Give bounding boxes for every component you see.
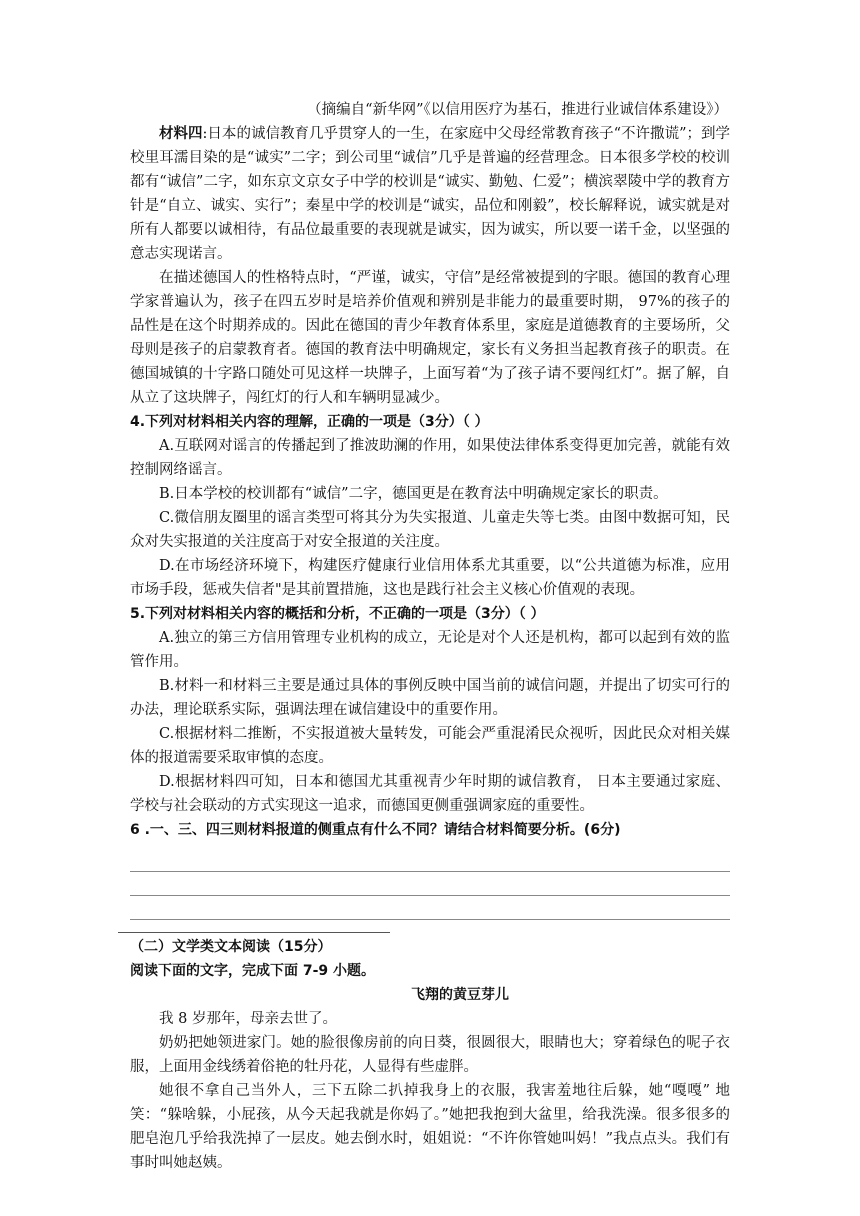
section-divider bbox=[118, 932, 390, 933]
question-5-stem: 5.下列对材料相关内容的概括和分析，不正确的一项是（3分）（ ） bbox=[130, 606, 545, 622]
document-content bbox=[130, 98, 730, 1175]
section-2-instruction: 阅读下面的文字，完成下面 7-9 小题。 bbox=[130, 963, 376, 979]
question-4-option-d: D.在市场经济环境下，构建医疗健康行业信用体系尤其重要，以“公共道德为标准，应用市场手段，惩戒失信者"是其前置措施，这也是践行社会主义核心价值观的表现。 bbox=[130, 558, 730, 598]
source-citation: （摘编自“新华网”《以信用医疗为基石，推进行业诚信体系建设》） bbox=[307, 102, 728, 118]
answer-lines bbox=[130, 848, 730, 920]
answer-line bbox=[130, 872, 730, 896]
question-5-option-b: B.材料一和材料三主要是通过具体的事例反映中国当前的诚信问题，并提出了切实可行的办法，理论联系实际，强调法理在诚信建设中的重要作用。 bbox=[130, 678, 730, 718]
story-paragraph-3: 她很不拿自己当外人，三下五除二扒掉我身上的衣服，我害羞地往后躲，她“嘎嘎” 地笑：“躲啥躲，小屁孩，从今天起我就是你妈了。”她把我抱到大盆里，给我洗澡。很多很多的肥皂泡几乎给我洗掉了一层皮。她去倒水时，姐姐说：“不许你管她叫妈！”我点点头。我们有事时叫她赵姨。 bbox=[130, 1083, 730, 1171]
story-paragraph-2: 奶奶把她领进家门。她的脸很像房前的向日葵，很圆很大，眼睛也大；穿着绿色的呢子衣服，上面用金线绣着俗艳的牡丹花，人显得有些虚胖。 bbox=[130, 1035, 730, 1075]
material4-paragraph-2: 在描述德国人的性格特点时，“严谨，诚实，守信”是经常被提到的字眼。德国的教育心理学家普遍认为，孩子在四五岁时是培养价值观和辨别是非能力的最重要时期， 97%的孩子的品性是在这个时期养成的。因此在德国的青少年教育体系里，家庭是道德教育的主要场所，父母则是孩子的启蒙教育者。德国的教育法中明确规定，家长有义务担当起教育孩子的职责。在德国城镇的十字路口随处可见这样一块牌子，上面写着“为了孩子请不要闯红灯”。据了解，自从立了这块牌子，闯红灯的行人和车辆明显减少。 bbox=[130, 270, 730, 406]
question-4-option-a: A.互联网对谣言的传播起到了推波助澜的作用，如果使法律体系变得更加完善，就能有效控制网络谣言。 bbox=[130, 438, 730, 478]
question-5-option-a: A.独立的第三方信用管理专业机构的成立，无论是对个人还是机构，都可以起到有效的监管作用。 bbox=[130, 630, 730, 670]
material4-text-1: :日本的诚信教育几乎贯穿人的一生，在家庭中父母经常教育孩子“不许撒谎”；到学校里耳濡目染的是“诚实”二字；到公司里“诚信”几乎是普遍的经营理念。日本很多学校的校训都有“诚信”二字，如东京文京女子中学的校训是“诚实、勤勉、仁爱”；横滨翠陵中学的教育方针是“自立、诚实、实行”；秦星中学的校训是“诚实，品位和刚毅”，校长解释说，诚实就是对所有人都要以诚相待，有品位最重要的表现就是诚实，因为诚实，所以要一诺千金，以坚强的意志实现诺言。 bbox=[130, 126, 730, 262]
question-4-option-c: C.微信朋友圈里的谣言类型可将其分为失实报道、儿童走失等七类。由图中数据可知，民众对失实报道的关注度高于对安全报道的关注度。 bbox=[130, 510, 730, 550]
answer-line bbox=[130, 896, 730, 920]
material4-paragraph-1 bbox=[130, 122, 730, 266]
question-4-option-b: B.日本学校的校训都有“诚信”二字，德国更是在教育法中明确规定家长的职责。 bbox=[159, 486, 668, 502]
material4-label: 材料四 bbox=[159, 125, 203, 142]
question-4-stem: 4.下列对材料相关内容的理解，正确的一项是（3分）（ ） bbox=[130, 414, 489, 430]
question-5-option-d: D.根据材料四可知，日本和德国尤其重视青少年时期的诚信教育， 日本主要通过家庭、学校与社会联动的方式实现这一追求，而德国更侧重强调家庭的重要性。 bbox=[130, 774, 730, 814]
section-2-heading: （二）文学类文本阅读（15分） bbox=[130, 939, 332, 955]
story-paragraph-1: 我 8 岁那年，母亲去世了。 bbox=[159, 1011, 337, 1027]
question-5-option-c: C.根据材料二推断，不实报道被大量转发，可能会严重混淆民众视听，因此民众对相关媒体的报道需要采取审慎的态度。 bbox=[130, 726, 730, 766]
question-6-stem: 6 .一、三、四三则材料报道的侧重点有什么不同？请结合材料简要分析。(6分) bbox=[130, 822, 621, 838]
story-title: 飞翔的黄豆芽儿 bbox=[411, 987, 509, 1003]
answer-line bbox=[130, 848, 730, 872]
